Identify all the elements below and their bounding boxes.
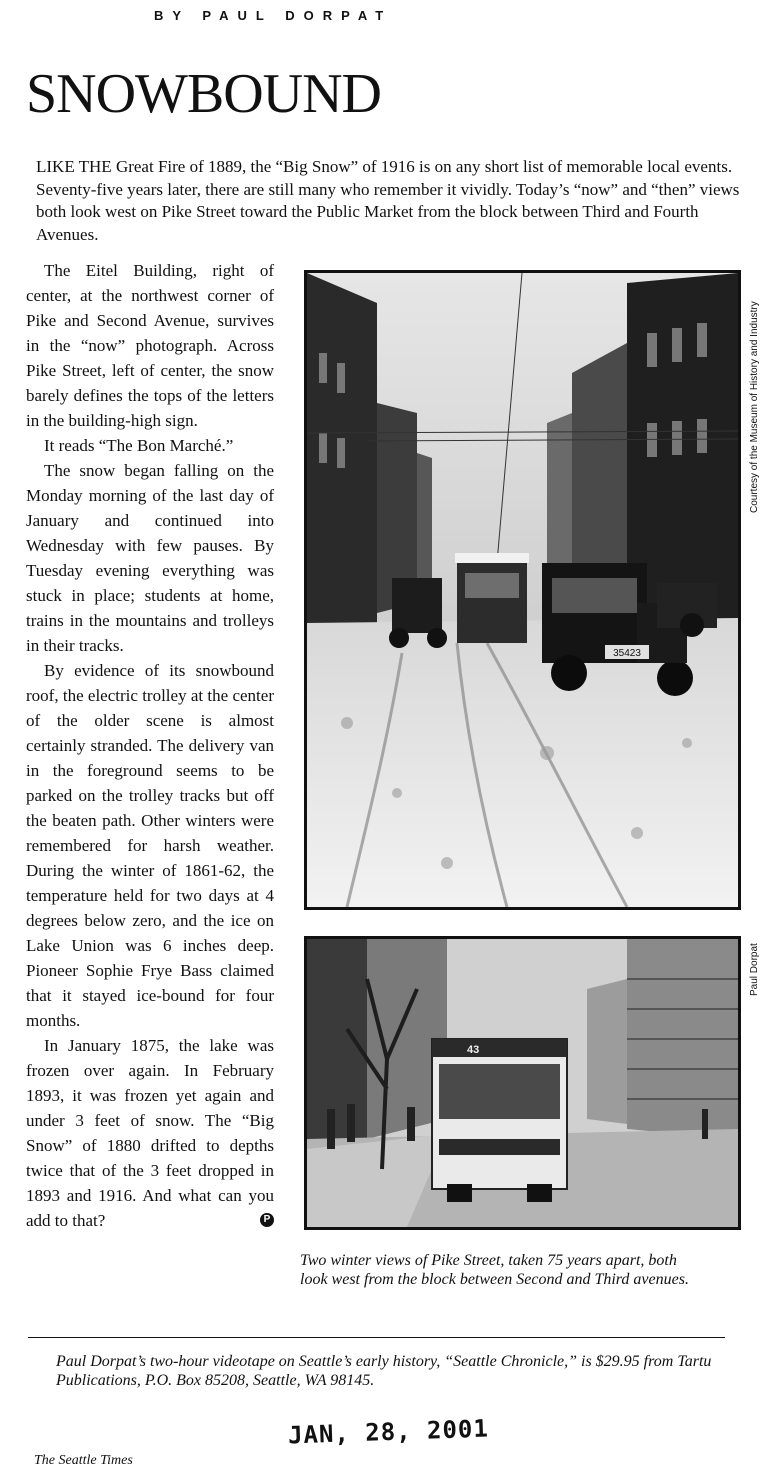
photo-caption: Two winter views of Pike Street, taken 75 years apart, both look west from the block between Second and Third avenues. xyxy=(300,1252,689,1288)
body-paragraph: The Eitel Building, right of center, at the northwest corner of Pike and Second Avenue, survives in the “now” photograph. Across Pike Street, left of center, the snow barely defines the tops of the letters in the building-high sign. xyxy=(26,261,274,430)
body-paragraph: The snow began falling on the Monday morning of the last day of January and continued into Wednesday with few pauses. By Tuesday evening everything was stuck in place; students at home, trains in the mountains and trolleys in their tracks. xyxy=(26,461,274,655)
then-photo xyxy=(304,270,741,910)
body-paragraph: It reads “The Bon Marché.” xyxy=(44,436,234,455)
now-photo-credit: Paul Dorpat xyxy=(749,943,760,996)
then-photo-credit: Courtesy of the Museum of History and Industry xyxy=(749,301,760,513)
end-mark-icon: P xyxy=(260,1213,274,1227)
promo-note: Paul Dorpat’s two-hour videotape on Seattle’s early history, “Seattle Chronicle,” is $29.95 from Tartu Publications, P.O. Box 85208, Seattle, WA 98145. xyxy=(56,1353,712,1389)
divider-rule xyxy=(28,1337,725,1338)
body-column xyxy=(26,258,274,1233)
intro-paragraph: LIKE THE Great Fire of 1889, the “Big Snow” of 1916 is on any short list of memorable local events. Seventy-five years later, there are still many who remember it vividly. Today’s “now” and “then” views both look west on Pike Street toward the Public Market from the block between Third and Fourth Avenues. xyxy=(36,157,740,244)
headline: SNOWBOUND xyxy=(26,63,381,125)
body-paragraph xyxy=(26,1033,274,1233)
body-paragraph-text: In January 1875, the lake was frozen over again. In February 1893, it was frozen yet again and under 3 feet of snow. The “Big Snow” of 1880 drifted to depths twice that of the 3 feet dropped in 1893 and 1916. And what can you add to that? xyxy=(26,1036,274,1230)
van-license-plate: 35423 xyxy=(613,648,641,659)
now-photo xyxy=(304,936,741,1230)
bus-route-sign: 43 xyxy=(467,1044,480,1056)
publication-footer: The Seattle Times xyxy=(34,1453,133,1468)
body-paragraph: By evidence of its snowbound roof, the electric trolley at the center of the older scene is almost certainly stranded. The delivery van in the foreground seems to be parked on the trolley tracks but off the beaten path. Other winters were remembered for harsh weather. During the winter of 1861-62, the temperature held for two days at 4 degrees below zero, and the ice on Lake Union was 6 inches deep. Pioneer Sophie Frye Bass claimed that it stayed ice-bound for four months. xyxy=(26,661,274,1030)
handwritten-date: JAN, 28, 2001 xyxy=(287,1414,490,1450)
byline: BY PAUL DORPAT xyxy=(154,8,393,23)
